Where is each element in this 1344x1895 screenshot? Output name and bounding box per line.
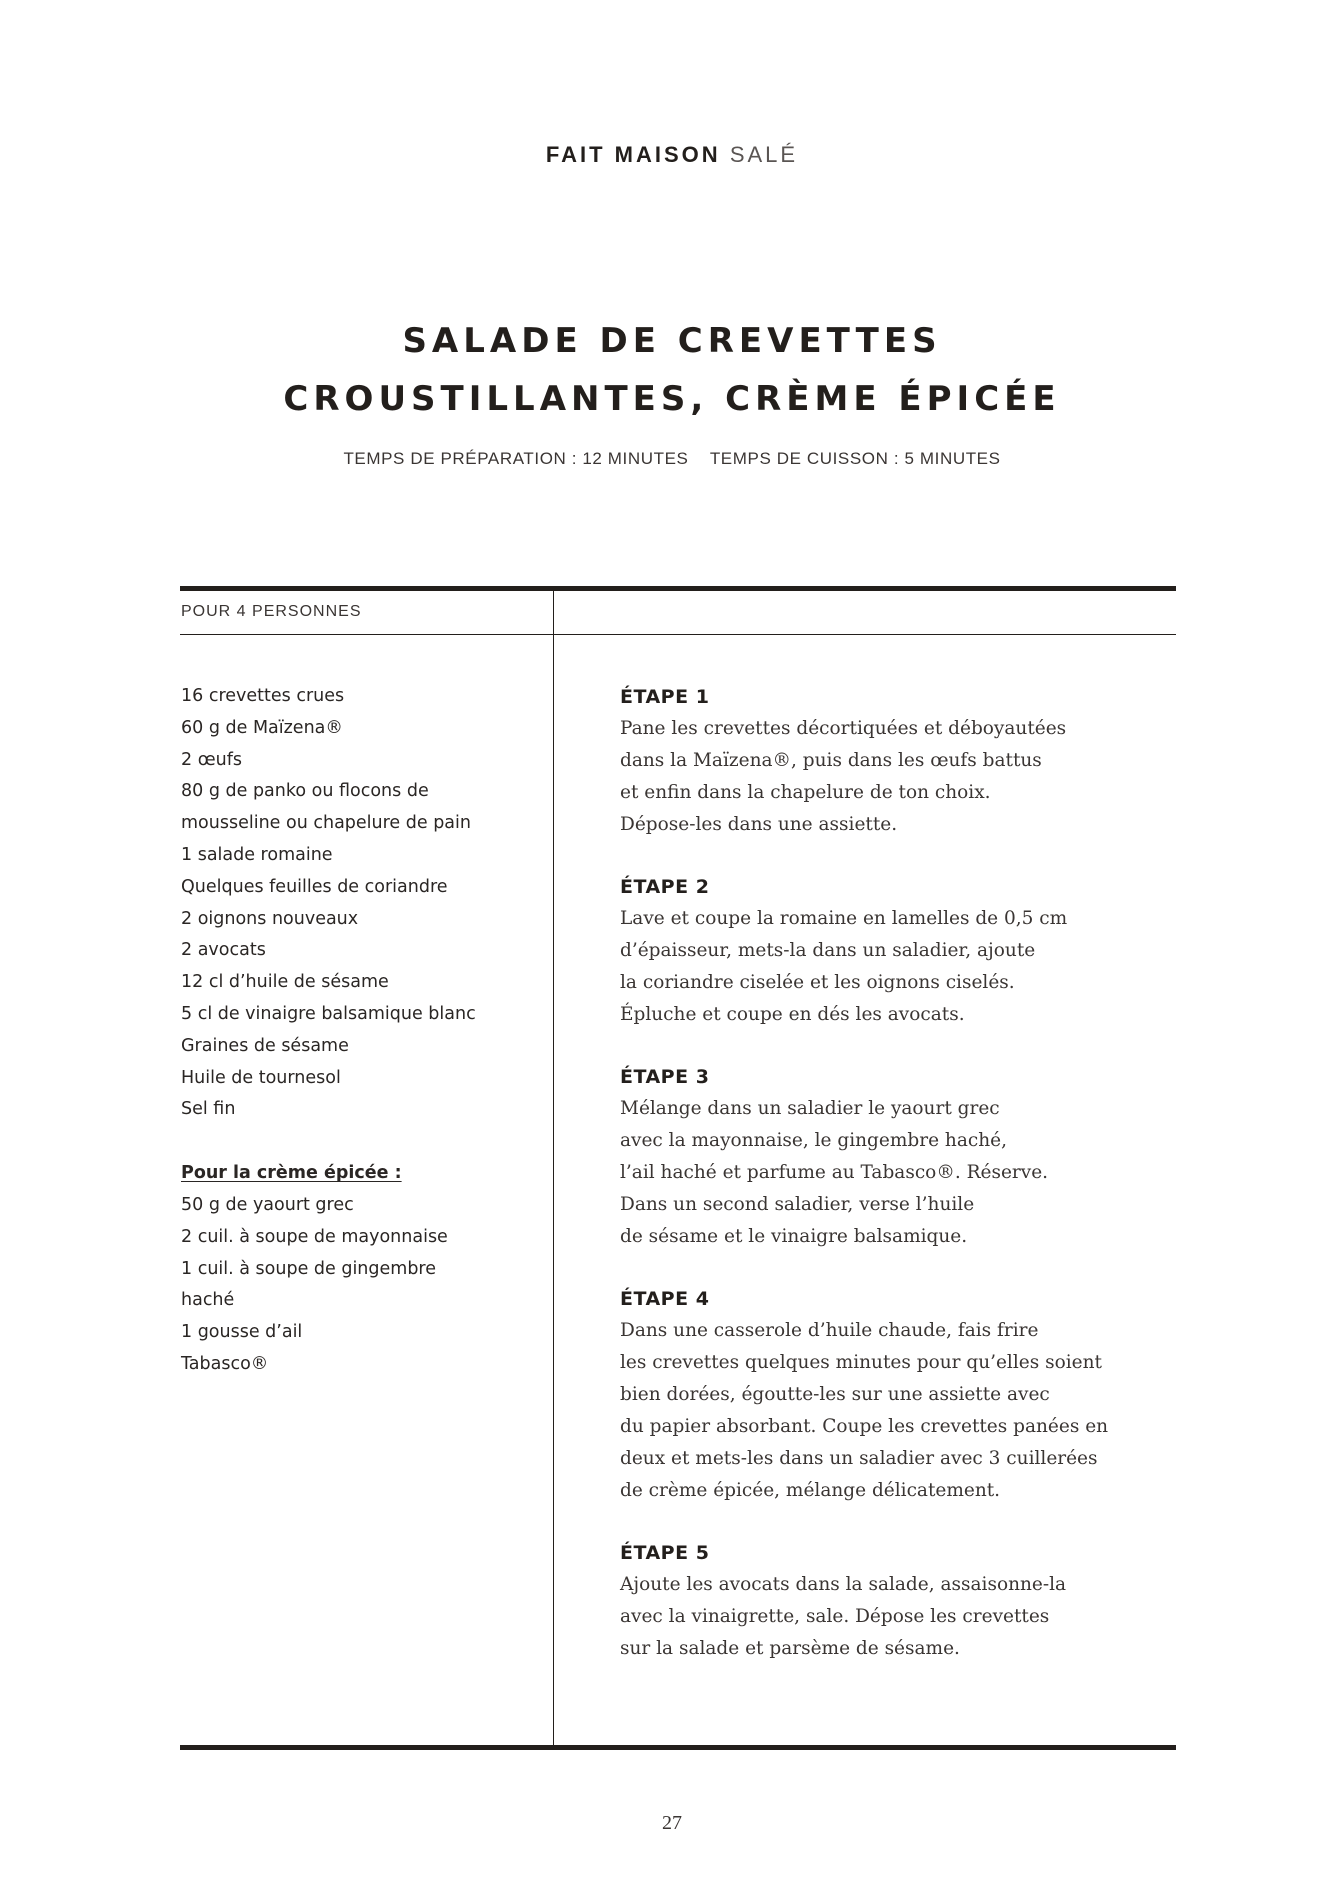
section-name: FAIT MAISON [545,142,721,167]
page-number: 27 [662,1812,682,1834]
sauce-ingredient-item: 1 gousse d’ail [181,1322,303,1343]
step-line: de crème épicée, mélange délicatement. [620,1480,1001,1501]
sauce-ingredient-item: 1 cuil. à soupe de gingembre [181,1258,437,1279]
sauce-ingredient-item: 2 cuil. à soupe de mayonnaise [181,1226,448,1247]
section-category: SALÉ [729,142,799,167]
servings-label: POUR 4 PERSONNES [181,603,362,620]
step-line: avec la mayonnaise, le gingembre haché, [620,1130,1007,1151]
step-line: bien dorées, égoutte-les sur une assiette avec [620,1384,1050,1405]
ingredient-item: Graines de sésame [181,1035,349,1056]
ingredient-item: 80 g de panko ou flocons de [181,781,429,802]
step-label: ÉTAPE 4 [620,1288,710,1310]
step-line: Ajoute les avocats dans la salade, assaisonne-la [620,1574,1067,1595]
step-line: Lave et coupe la romaine en lamelles de 0,5 cm [620,908,1068,929]
ingredient-item: 2 avocats [181,940,266,961]
step-line: Dans un second saladier, verse l’huile [620,1194,975,1215]
step-line: Dans une casserole d’huile chaude, fais frire [620,1320,1039,1341]
step-line: deux et mets-les dans un saladier avec 3 cuillerées [620,1448,1098,1469]
sauce-ingredient-item: haché [181,1290,235,1311]
step-label: ÉTAPE 5 [620,1542,710,1564]
step-label: ÉTAPE 2 [620,876,710,898]
recipe-title-line-1: SALADE DE CREVETTES [402,321,942,361]
ingredients-list [181,681,531,1381]
step-line: Épluche et coupe en dés les avocats. [620,1004,965,1025]
cooking-time: TEMPS DE CUISSON : 5 MINUTES [709,449,1001,468]
recipe-times [0,449,1344,469]
spacer [181,1126,531,1158]
ingredient-item: Sel fin [181,1099,236,1120]
step-line: Mélange dans un saladier le yaourt grec [620,1098,1000,1119]
step-label: ÉTAPE 3 [620,1066,710,1088]
step-2 [620,871,1180,1031]
step-line: et enfin dans la chapelure de ton choix. [620,782,991,803]
recipe-title-line-2: CROUSTILLANTES, CRÈME ÉPICÉE [283,379,1061,419]
ingredient-item: mousseline ou chapelure de pain [181,813,471,834]
step-line: avec la vinaigrette, sale. Dépose les crevettes [620,1606,1050,1627]
step-line: les crevettes quelques minutes pour qu’elles soient [620,1352,1102,1373]
ingredient-item: 12 cl d’huile de sésame [181,972,389,993]
ingredient-item: Huile de tournesol [181,1067,341,1088]
steps-list [620,681,1180,1695]
ingredient-item: 2 oignons nouveaux [181,908,359,929]
step-line: la coriandre ciselée et les oignons ciselés. [620,972,1015,993]
step-line: Dépose-les dans une assiette. [620,814,898,835]
step-3 [620,1061,1180,1253]
step-4 [620,1283,1180,1507]
ingredient-item: Quelques feuilles de coriandre [181,876,448,897]
step-5 [620,1537,1180,1665]
step-text [620,1315,1180,1507]
step-line: dans la Maïzena®, puis dans les œufs battus [620,750,1042,771]
step-line: sur la salade et parsème de sésame. [620,1638,960,1659]
ingredient-item: 2 œufs [181,749,242,770]
ingredient-item: 16 crevettes crues [181,686,345,706]
ingredient-item: 5 cl de vinaigre balsamique blanc [181,1003,476,1024]
step-line: d’épaisseur, mets-la dans un saladier, ajoute [620,940,1036,961]
step-text [620,1569,1180,1665]
top-rule [180,586,1176,591]
ingredient-item: 60 g de Maïzena® [181,717,343,738]
running-head [0,142,1344,168]
sauce-ingredient-item: 50 g de yaourt grec [181,1194,354,1215]
recipe-title [0,312,1344,428]
sauce-ingredient-item: Tabasco® [181,1353,269,1374]
header-rule [180,634,1176,635]
preparation-time: TEMPS DE PRÉPARATION : 12 MINUTES [343,449,689,468]
step-line: de sésame et le vinaigre balsamique. [620,1226,968,1247]
step-text [620,903,1180,1031]
bottom-rule [180,1745,1176,1750]
column-divider [553,591,554,1747]
step-text [620,1093,1180,1253]
step-line: l’ail haché et parfume au Tabasco®. Réserve. [620,1162,1049,1183]
step-line: du papier absorbant. Coupe les crevettes panées en [620,1416,1109,1437]
step-text [620,713,1180,841]
ingredient-item: 1 salade romaine [181,844,333,865]
sauce-heading: Pour la crème épicée : [181,1163,402,1184]
step-1 [620,681,1180,841]
step-line: Pane les crevettes décortiquées et déboyautées [620,718,1067,739]
step-label: ÉTAPE 1 [620,686,710,708]
